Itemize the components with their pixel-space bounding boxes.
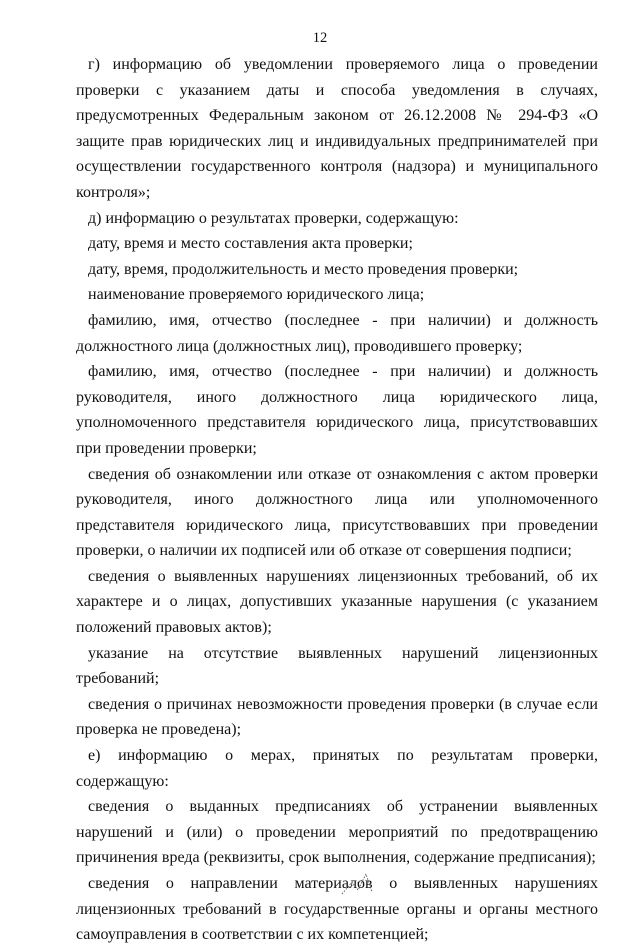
- paragraph-results-info: д) информацию о результатах проверки, содержащую:: [88, 209, 459, 227]
- document-body: [76, 52, 598, 948]
- paragraph-violations: сведения о выявленных нарушениях лицензионных требований, об их характере и о лицах, допустивших указанные нарушения (с указанием положений правовых актов);: [76, 567, 598, 637]
- paragraph-head-name: фамилию, имя, отчество (последнее - при наличии) и должность руководителя, иного должностного лица юридического лица, уполномоченного представителя юридического лица, присутствовавших при проведении проверки;: [76, 363, 598, 457]
- paragraph-act-date: дату, время и место составления акта проверки;: [88, 235, 413, 253]
- paragraph-orders: сведения о выданных предписаниях об устранении выявленных нарушений и (или) о проведении мероприятий по предотвращению причинения вреда (реквизиты, срок выполнения, содержание предписания);: [76, 798, 598, 867]
- paragraph-entity-name: наименование проверяемого юридического лица;: [88, 286, 425, 304]
- paragraph-notification-info: г) информацию об уведомлении проверяемого лица о проведении проверки с указанием даты и способа уведомления в случаях, предусмотренных Федеральным законом от 26.12.2008 № 294-ФЗ «О защите прав юридических лиц и индивидуальных предпринимателей при осуществлении государственного контроля (надзора) и муниципального контроля»;: [76, 56, 598, 201]
- paragraph-no-violations: указание на отсутствие выявленных нарушений лицензионных требований;: [76, 644, 598, 688]
- paragraph-inspector-name: фамилию, имя, отчество (последнее - при наличии) и должность должностного лица (должностных лиц), проводившего проверку;: [76, 311, 598, 355]
- paragraph-materials: сведения о направлении материалов о выявленных нарушениях лицензионных требований в государственные органы и органы местного самоуправления в соответствии с их компетенцией;: [76, 875, 598, 944]
- handwritten-mark: [338, 868, 378, 898]
- page-number: 12: [312, 30, 328, 46]
- paragraph-measures-info: е) информацию о мерах, принятых по результатам проверки, содержащую:: [76, 747, 598, 790]
- paragraph-acquaintance: сведения об ознакомлении или отказе от ознакомления с актом проверки руководителя, иного должностного лица или уполномоченного представителя юридического лица, присутствовавших при проведении проверки, о наличии их подписей или об отказе от совершения подписи;: [76, 465, 598, 560]
- paragraph-inspection-date: дату, время, продолжительность и место проведения проверки;: [88, 260, 519, 278]
- paragraph-impossibility: сведения о причинах невозможности проведения проверки (в случае если проверка не проведена);: [76, 695, 598, 739]
